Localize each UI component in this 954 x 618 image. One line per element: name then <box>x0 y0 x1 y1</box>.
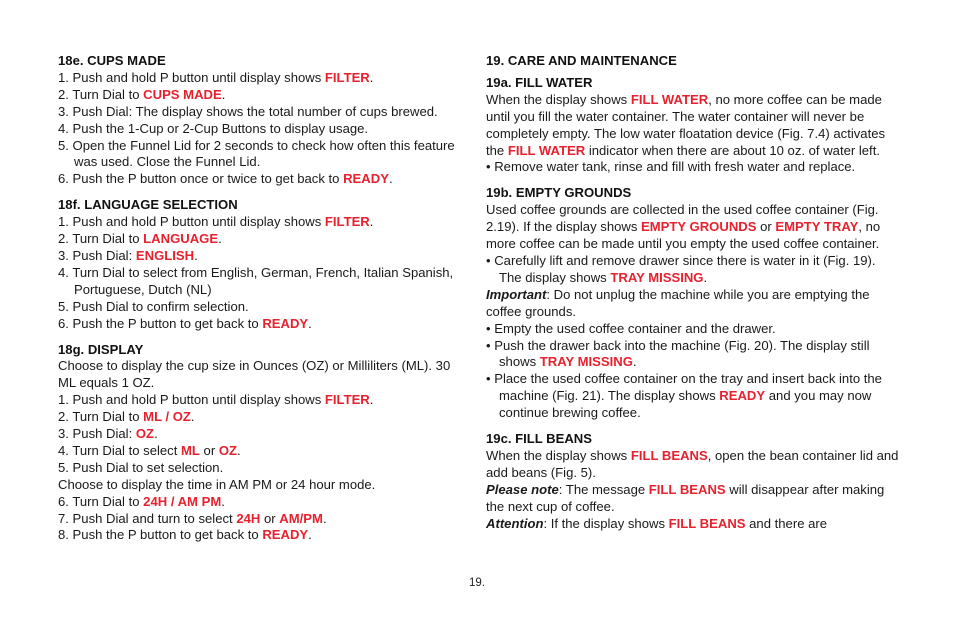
page-number: 19. <box>469 577 485 589</box>
please-note: Please note: The message FILL BEANS will disappear after making the next cup of coffee. <box>486 481 885 514</box>
step-line: 3. Push Dial: OZ. <box>58 426 158 442</box>
display-message: READY <box>719 388 766 404</box>
step-line: 1. Push and hold P button until display shows FILTER. <box>58 214 374 230</box>
section-heading-18e: 18e. CUPS MADE <box>58 53 166 68</box>
section-heading-19c: 19c. FILL BEANS <box>486 431 592 447</box>
step-line: 4. Turn Dial to select ML or OZ. <box>58 442 241 458</box>
step-line: 2. Turn Dial to CUPS MADE. <box>58 86 226 102</box>
bullet-item: • Remove water tank, rinse and fill with fresh water and replace. <box>486 159 856 175</box>
step-line: 6. Push the P button to get back to READY. <box>58 315 312 331</box>
display-message: 24H / AM PM <box>143 493 222 509</box>
display-message: READY <box>262 527 309 543</box>
step-line: 3. Push Dial: The display shows the total number of cups brewed. <box>58 103 438 119</box>
display-message: 24H <box>236 510 261 526</box>
section-heading-18g: 18g. DISPLAY <box>58 341 144 357</box>
step-line: 7. Push Dial and turn to select 24H or AM/PM. <box>58 510 327 526</box>
display-message: READY <box>262 315 309 331</box>
step-line: 5. Open the Funnel Lid for 2 seconds to check how often this feature was used. Close the Funnel Lid. <box>58 137 455 170</box>
step-line: 8. Push the P button to get back to READY. <box>58 527 312 543</box>
step-line: 1. Push and hold P button until display shows FILTER. <box>58 69 374 85</box>
display-message: CUPS MADE <box>143 86 222 102</box>
section-heading-19a: 19a. FILL WATER <box>486 74 593 90</box>
step-line: 5. Push Dial to set selection. <box>58 459 224 475</box>
display-message: EMPTY TRAY <box>775 219 859 235</box>
bullet-item: • Push the drawer back into the machine (Fig. 20). The display still shows TRAY MISSING. <box>486 337 870 370</box>
section-heading-19b: 19b. EMPTY GROUNDS <box>486 185 632 201</box>
display-message: FILL BEANS <box>648 481 726 497</box>
step-line: 4. Push the 1-Cup or 2-Cup Buttons to display usage. <box>58 120 369 136</box>
display-message: FILTER <box>324 392 370 408</box>
right-column <box>486 53 901 532</box>
left-column <box>58 53 470 544</box>
paragraph: Choose to display the cup size in Ounces (OZ) or Milliliters (ML). 30 ML equals 1 OZ. <box>58 358 451 391</box>
step-line: 1. Push and hold P button until display shows FILTER. <box>58 392 374 408</box>
display-message: ML / OZ <box>143 409 191 425</box>
paragraph: Choose to display the time in AM PM or 24 hour mode. <box>58 476 376 492</box>
section-heading-19: 19. CARE AND MAINTENANCE <box>486 53 677 68</box>
display-message: TRAY MISSING <box>610 269 704 285</box>
section-heading-18f: 18f. LANGUAGE SELECTION <box>58 197 238 213</box>
step-line: 2. Turn Dial to ML / OZ. <box>58 409 195 425</box>
bullet-item: • Place the used coffee container on the tray and insert back into the machine (Fig. 21). The display shows READY and you may now continue brewing coffee. <box>486 371 882 421</box>
bullet-item: • Empty the used coffee container and the drawer. <box>486 320 776 336</box>
display-message: FILL WATER <box>630 91 709 107</box>
paragraph: When the display shows FILL WATER, no more coffee can be made until you fill the water container. The water container will never be completely empty. The low water floatation device (Fig. 7.4) activates the FILL WATER indicator when there are about 10 oz. of water left. <box>486 91 886 158</box>
display-message: READY <box>343 171 389 187</box>
display-message: EMPTY GROUNDS <box>641 219 757 235</box>
display-message: FILL WATER <box>507 142 586 158</box>
paragraph: Used coffee grounds are collected in the used coffee container (Fig. 2.19). If the display shows EMPTY GROUNDS or EMPTY TRAY, no more coffee can be made until you empty the used coffee container. <box>486 202 881 252</box>
important-note: Important: Do not unplug the machine while you are emptying the coffee grounds. <box>486 286 870 319</box>
display-message: TRAY MISSING <box>539 354 633 370</box>
display-message: OZ <box>218 442 238 458</box>
display-message: LANGUAGE <box>143 231 219 247</box>
display-message: FILL BEANS <box>668 515 746 531</box>
bullet-item: • Carefully lift and remove drawer since there is water in it (Fig. 19). The display shows TRAY MISSING. <box>486 252 876 285</box>
display-message: AM/PM <box>279 510 323 526</box>
display-message: ML <box>181 442 200 458</box>
step-line: 5. Push Dial to confirm selection. <box>58 298 249 314</box>
display-message: OZ <box>135 426 155 442</box>
display-message: FILTER <box>324 69 370 85</box>
step-line: 3. Push Dial: ENGLISH. <box>58 247 198 263</box>
step-line: 4. Turn Dial to select from English, German, French, Italian Spanish, Portuguese, Dutch (NL) <box>58 264 454 297</box>
step-line: 6. Turn Dial to 24H / AM PM. <box>58 493 225 509</box>
step-line: 6. Push the P button once or twice to get back to READY. <box>58 171 393 187</box>
display-message: ENGLISH <box>135 247 195 263</box>
display-message: FILTER <box>324 214 370 230</box>
display-message: FILL BEANS <box>630 447 708 463</box>
attention-note: Attention: If the display shows FILL BEANS and there are <box>486 515 828 531</box>
paragraph: When the display shows FILL BEANS, open the bean container lid and add beans (Fig. 5). <box>486 447 899 480</box>
step-line: 2. Turn Dial to LANGUAGE. <box>58 231 222 247</box>
